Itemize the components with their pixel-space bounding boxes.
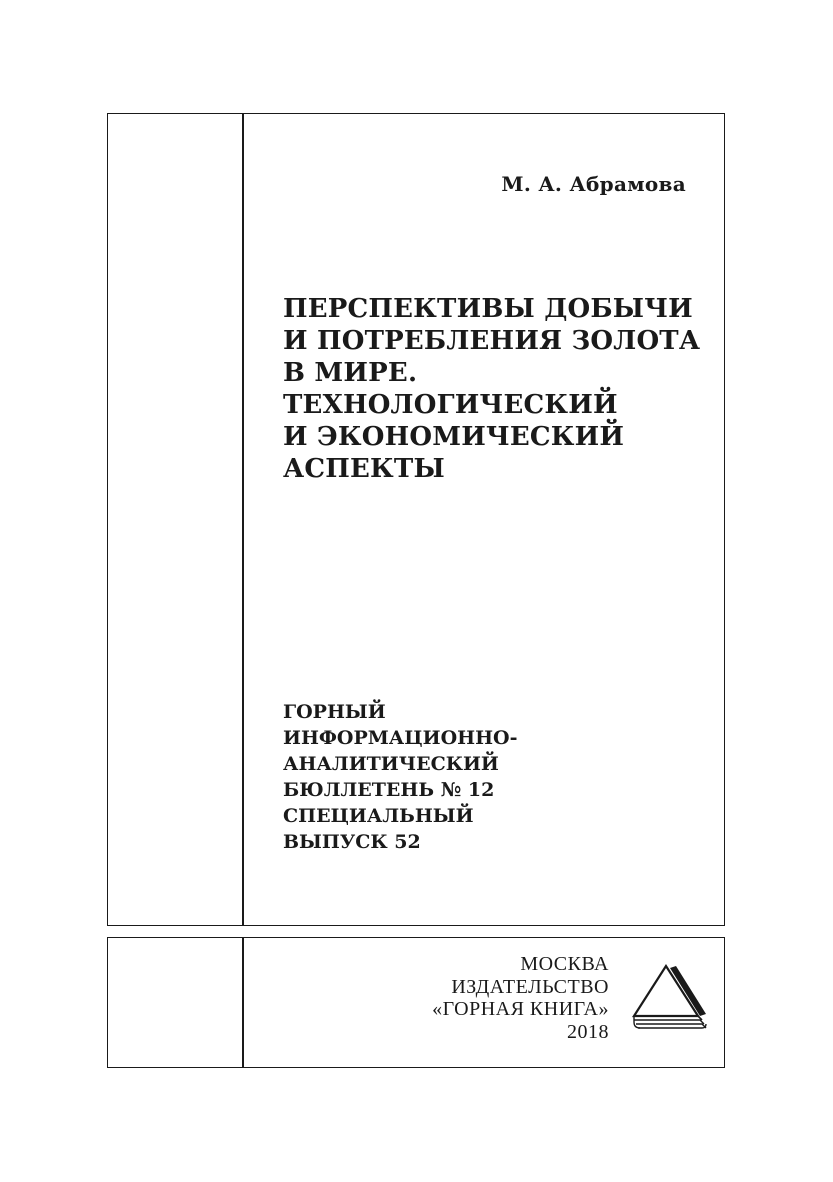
series-line: СПЕЦИАЛЬНЫЙ — [283, 805, 474, 827]
series-line: АНАЛИТИЧЕСКИЙ — [283, 753, 499, 775]
book-title — [283, 293, 703, 485]
spine-divider-line — [242, 114, 244, 925]
imprint-city: МОСКВА — [520, 953, 609, 975]
series-line: БЮЛЛЕТЕНЬ № 12 — [283, 779, 495, 801]
publisher-triangle-book-icon — [630, 962, 708, 1038]
imprint-publisher-name: «ГОРНАЯ КНИГА» — [432, 998, 609, 1020]
title-line: И ПОТРЕБЛЕНИЯ ЗОЛОТА — [283, 326, 701, 356]
title-line: АСПЕКТЫ — [283, 454, 445, 484]
series-line: ГОРНЫЙ — [283, 701, 386, 723]
title-line: ТЕХНОЛОГИЧЕСКИЙ — [283, 390, 618, 420]
author-name: М. А. Абрамова — [501, 172, 686, 196]
title-line: В МИРЕ. — [283, 358, 418, 388]
imprint-year: 2018 — [567, 1020, 609, 1043]
publisher-imprint — [432, 953, 609, 1043]
title-line: ПЕРСПЕКТИВЫ ДОБЫЧИ — [283, 294, 693, 324]
series-info — [283, 699, 703, 855]
title-line: И ЭКОНОМИЧЕСКИЙ — [283, 422, 625, 452]
series-line: ИНФОРМАЦИОННО- — [283, 727, 518, 749]
spine-divider-line-lower — [242, 938, 244, 1067]
series-line: ВЫПУСК 52 — [283, 831, 421, 853]
imprint-publisher-label: ИЗДАТЕЛЬСТВО — [451, 975, 609, 998]
